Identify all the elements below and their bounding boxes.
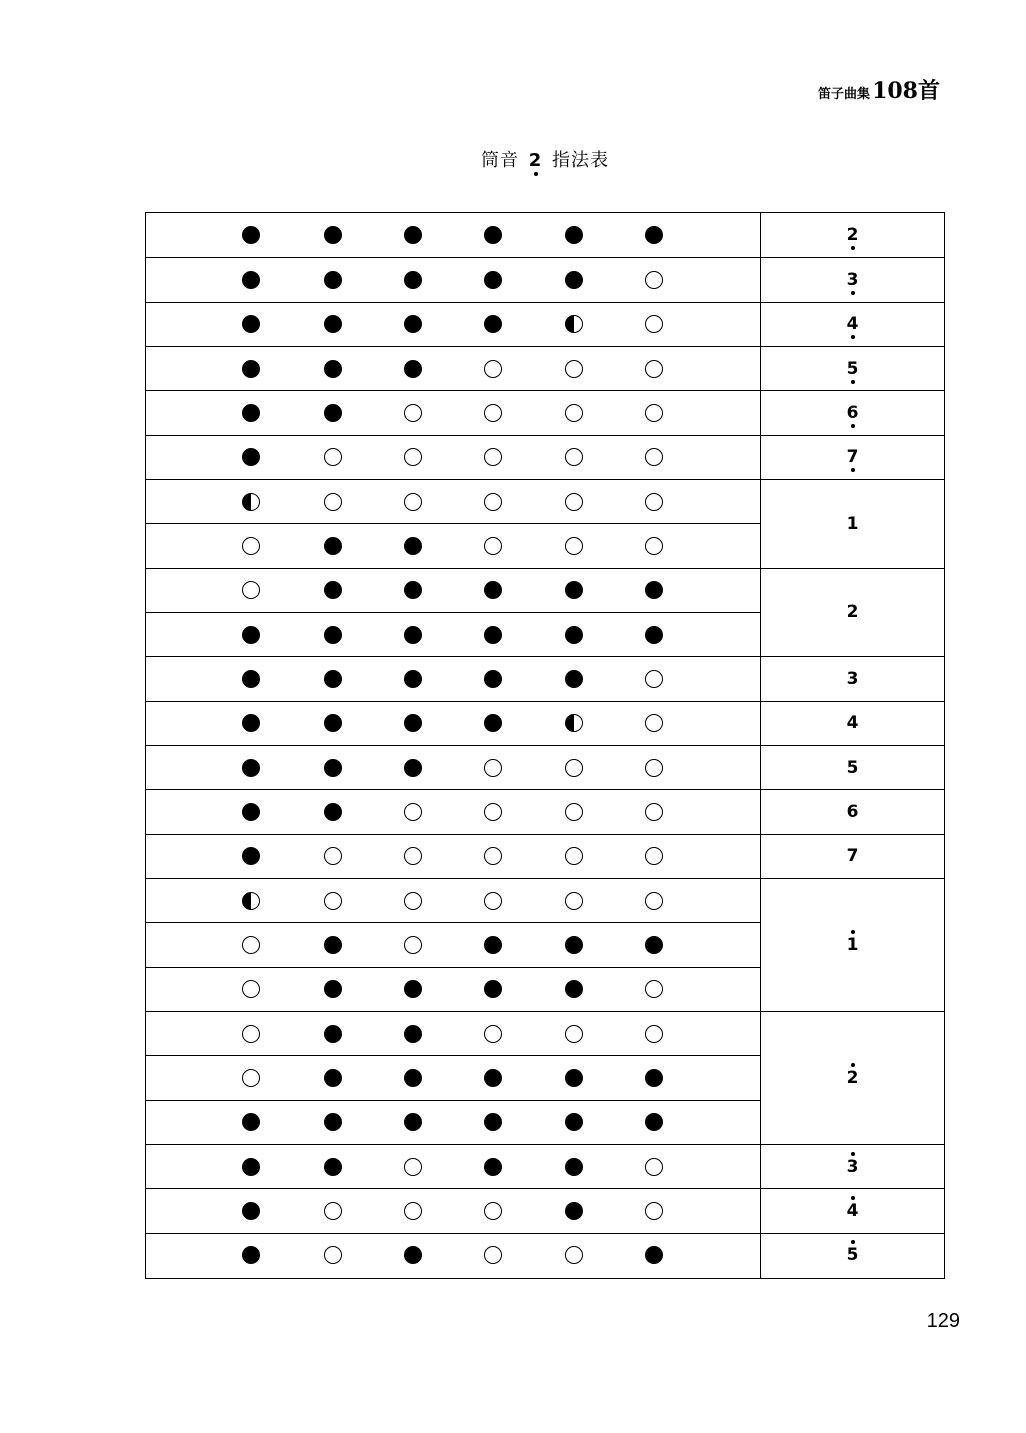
hole-open-icon: [645, 360, 663, 378]
fingering-row: [146, 745, 760, 789]
hole-open-icon: [484, 537, 502, 555]
hole-closed-icon: [404, 1246, 422, 1264]
hole-closed-icon: [404, 271, 422, 289]
hole-open-icon: [324, 1202, 342, 1220]
hole-closed-icon: [242, 404, 260, 422]
hole-closed-icon: [484, 980, 502, 998]
hole-open-icon: [404, 448, 422, 466]
fingering-row: [146, 1011, 760, 1055]
hole-open-icon: [645, 670, 663, 688]
note-label: 4: [846, 713, 859, 734]
hole-closed-icon: [324, 670, 342, 688]
hole-closed-icon: [484, 714, 502, 732]
title-note: 2: [528, 150, 543, 171]
note-label: 5: [846, 358, 859, 379]
hole-open-icon: [645, 1202, 663, 1220]
fingering-row: [146, 523, 760, 567]
fingering-row: [146, 390, 760, 434]
hole-half-icon: [565, 714, 583, 732]
hole-closed-icon: [645, 936, 663, 954]
note-cell: [761, 346, 944, 390]
hole-closed-icon: [324, 936, 342, 954]
page-title: [0, 146, 1026, 172]
hole-closed-icon: [324, 271, 342, 289]
hole-closed-icon: [484, 271, 502, 289]
hole-open-icon: [484, 1202, 502, 1220]
hole-half-icon: [242, 493, 260, 511]
hole-open-icon: [404, 404, 422, 422]
hole-closed-icon: [324, 1069, 342, 1087]
hole-closed-icon: [242, 271, 260, 289]
hole-open-icon: [645, 493, 663, 511]
hole-closed-icon: [565, 980, 583, 998]
hole-closed-icon: [404, 759, 422, 777]
note-cell: [761, 656, 944, 700]
hole-closed-icon: [645, 626, 663, 644]
hole-closed-icon: [324, 803, 342, 821]
hole-open-icon: [565, 759, 583, 777]
hole-closed-icon: [242, 1158, 260, 1176]
fingering-row: [146, 1144, 760, 1188]
hole-closed-icon: [565, 936, 583, 954]
hole-open-icon: [645, 1158, 663, 1176]
hole-open-icon: [565, 448, 583, 466]
note-label: 5: [846, 757, 859, 778]
fingering-row: [146, 257, 760, 301]
hole-closed-icon: [565, 271, 583, 289]
fingering-row: [146, 435, 760, 479]
hole-open-icon: [565, 537, 583, 555]
hole-closed-icon: [645, 1069, 663, 1087]
note-label: 5: [846, 1245, 859, 1266]
hole-open-icon: [324, 448, 342, 466]
hole-closed-icon: [242, 626, 260, 644]
hole-open-icon: [242, 581, 260, 599]
note-cell: [761, 435, 944, 479]
note-label: 7: [846, 447, 859, 468]
note-cell: [761, 257, 944, 301]
note-label: 3: [846, 668, 859, 689]
hole-closed-icon: [324, 626, 342, 644]
hole-open-icon: [565, 803, 583, 821]
hole-open-icon: [242, 1025, 260, 1043]
note-cell: [761, 1233, 944, 1277]
note-cell: [761, 302, 944, 346]
hole-open-icon: [565, 1025, 583, 1043]
hole-closed-icon: [565, 1202, 583, 1220]
hole-open-icon: [565, 404, 583, 422]
hole-open-icon: [645, 892, 663, 910]
note-cell: [761, 568, 944, 657]
hole-open-icon: [645, 803, 663, 821]
fingering-row: [146, 789, 760, 833]
hole-closed-icon: [404, 626, 422, 644]
hole-closed-icon: [404, 537, 422, 555]
hole-open-icon: [404, 493, 422, 511]
fingering-row: [146, 1055, 760, 1099]
hole-closed-icon: [324, 759, 342, 777]
hole-closed-icon: [484, 226, 502, 244]
hole-closed-icon: [324, 537, 342, 555]
fingering-row: [146, 612, 760, 656]
hole-closed-icon: [404, 315, 422, 333]
fingering-row: [146, 346, 760, 390]
hole-open-icon: [324, 892, 342, 910]
note-cell: [761, 1011, 944, 1144]
hole-closed-icon: [324, 404, 342, 422]
hole-closed-icon: [645, 581, 663, 599]
note-column: [761, 213, 944, 1278]
page-number: 129: [926, 1310, 960, 1332]
hole-open-icon: [645, 980, 663, 998]
hole-open-icon: [645, 1025, 663, 1043]
note-cell: [761, 878, 944, 1011]
hole-closed-icon: [242, 1202, 260, 1220]
hole-closed-icon: [324, 360, 342, 378]
hole-open-icon: [324, 1246, 342, 1264]
fingering-row: [146, 1188, 760, 1232]
hole-closed-icon: [484, 581, 502, 599]
hole-closed-icon: [404, 1113, 422, 1131]
hole-open-icon: [645, 271, 663, 289]
hole-open-icon: [565, 892, 583, 910]
hole-closed-icon: [242, 360, 260, 378]
fingering-row: [146, 656, 760, 700]
book-title: 笛子曲集: [818, 87, 871, 102]
hole-closed-icon: [242, 714, 260, 732]
hole-open-icon: [645, 315, 663, 333]
hole-closed-icon: [324, 581, 342, 599]
fingering-row: [146, 1100, 760, 1144]
title-suffix: 指法表: [552, 150, 609, 171]
note-cell: [761, 213, 944, 257]
hole-closed-icon: [242, 226, 260, 244]
hole-open-icon: [645, 404, 663, 422]
hole-closed-icon: [565, 581, 583, 599]
hole-open-icon: [404, 803, 422, 821]
hole-closed-icon: [404, 670, 422, 688]
hole-closed-icon: [484, 670, 502, 688]
fingering-row: [146, 834, 760, 878]
fingering-row: [146, 922, 760, 966]
hole-open-icon: [645, 537, 663, 555]
fingering-row: [146, 878, 760, 922]
fingering-row: [146, 701, 760, 745]
fingering-chart: [145, 212, 945, 1279]
hole-open-icon: [565, 1246, 583, 1264]
hole-closed-icon: [324, 1113, 342, 1131]
note-label: 2: [846, 1068, 859, 1088]
hole-closed-icon: [324, 1158, 342, 1176]
note-label: 6: [846, 402, 859, 423]
note-label: 2: [846, 225, 859, 246]
hole-closed-icon: [242, 670, 260, 688]
hole-closed-icon: [242, 1246, 260, 1264]
note-label: 4: [846, 1200, 859, 1221]
fingering-row: [146, 213, 760, 257]
hole-closed-icon: [242, 448, 260, 466]
hole-open-icon: [565, 493, 583, 511]
hole-open-icon: [242, 980, 260, 998]
hole-closed-icon: [484, 626, 502, 644]
fingering-row: [146, 302, 760, 346]
note-label: 1: [846, 935, 859, 955]
hole-closed-icon: [645, 1113, 663, 1131]
hole-closed-icon: [565, 1113, 583, 1131]
hole-open-icon: [484, 892, 502, 910]
hole-open-icon: [242, 537, 260, 555]
note-cell: [761, 745, 944, 789]
hole-open-icon: [242, 936, 260, 954]
running-header: [818, 74, 940, 105]
note-cell: [761, 479, 944, 568]
hole-closed-icon: [242, 803, 260, 821]
hole-open-icon: [484, 493, 502, 511]
hole-closed-icon: [404, 226, 422, 244]
hole-closed-icon: [565, 1069, 583, 1087]
hole-open-icon: [645, 759, 663, 777]
note-cell: [761, 701, 944, 745]
hole-closed-icon: [645, 226, 663, 244]
note-cell: [761, 1188, 944, 1232]
hole-closed-icon: [242, 847, 260, 865]
fingering-row: [146, 1233, 760, 1277]
hole-open-icon: [404, 847, 422, 865]
hole-open-icon: [404, 936, 422, 954]
hole-open-icon: [404, 1202, 422, 1220]
hole-open-icon: [484, 759, 502, 777]
hole-closed-icon: [484, 1069, 502, 1087]
hole-open-icon: [242, 1069, 260, 1087]
hole-closed-icon: [404, 360, 422, 378]
hole-closed-icon: [242, 759, 260, 777]
title-prefix: 筒音: [481, 150, 519, 171]
hole-closed-icon: [565, 670, 583, 688]
hole-closed-icon: [484, 1158, 502, 1176]
hole-closed-icon: [404, 1025, 422, 1043]
hole-open-icon: [484, 803, 502, 821]
note-label: 2: [846, 602, 859, 623]
hole-open-icon: [404, 1158, 422, 1176]
hole-open-icon: [484, 847, 502, 865]
hole-open-icon: [484, 360, 502, 378]
hole-closed-icon: [404, 714, 422, 732]
note-label: 1: [846, 513, 859, 534]
hole-open-icon: [324, 847, 342, 865]
hole-closed-icon: [404, 581, 422, 599]
hole-closed-icon: [484, 315, 502, 333]
hole-closed-icon: [324, 226, 342, 244]
song-count: 108首: [872, 78, 940, 104]
hole-open-icon: [404, 892, 422, 910]
hole-closed-icon: [484, 1113, 502, 1131]
note-label: 4: [846, 314, 859, 335]
hole-open-icon: [484, 1246, 502, 1264]
note-cell: [761, 1144, 944, 1188]
hole-closed-icon: [324, 714, 342, 732]
hole-closed-icon: [324, 980, 342, 998]
fingering-column: [146, 213, 761, 1278]
hole-closed-icon: [565, 626, 583, 644]
hole-open-icon: [324, 493, 342, 511]
hole-closed-icon: [242, 1113, 260, 1131]
note-label: 6: [846, 801, 859, 822]
hole-open-icon: [565, 360, 583, 378]
hole-open-icon: [484, 448, 502, 466]
hole-closed-icon: [404, 1069, 422, 1087]
hole-half-icon: [242, 892, 260, 910]
hole-open-icon: [484, 404, 502, 422]
fingering-row: [146, 568, 760, 612]
hole-closed-icon: [324, 315, 342, 333]
hole-closed-icon: [404, 980, 422, 998]
hole-closed-icon: [565, 226, 583, 244]
hole-open-icon: [484, 1025, 502, 1043]
note-label: 3: [846, 269, 859, 290]
note-cell: [761, 834, 944, 878]
hole-half-icon: [565, 315, 583, 333]
hole-open-icon: [645, 448, 663, 466]
fingering-row: [146, 967, 760, 1011]
note-cell: [761, 789, 944, 833]
note-cell: [761, 390, 944, 434]
hole-closed-icon: [324, 1025, 342, 1043]
note-label: 3: [846, 1156, 859, 1177]
hole-closed-icon: [242, 315, 260, 333]
hole-open-icon: [565, 847, 583, 865]
hole-open-icon: [645, 847, 663, 865]
note-label: 7: [846, 846, 859, 867]
fingering-row: [146, 479, 760, 523]
hole-closed-icon: [484, 936, 502, 954]
hole-open-icon: [645, 714, 663, 732]
hole-closed-icon: [645, 1246, 663, 1264]
hole-closed-icon: [565, 1158, 583, 1176]
